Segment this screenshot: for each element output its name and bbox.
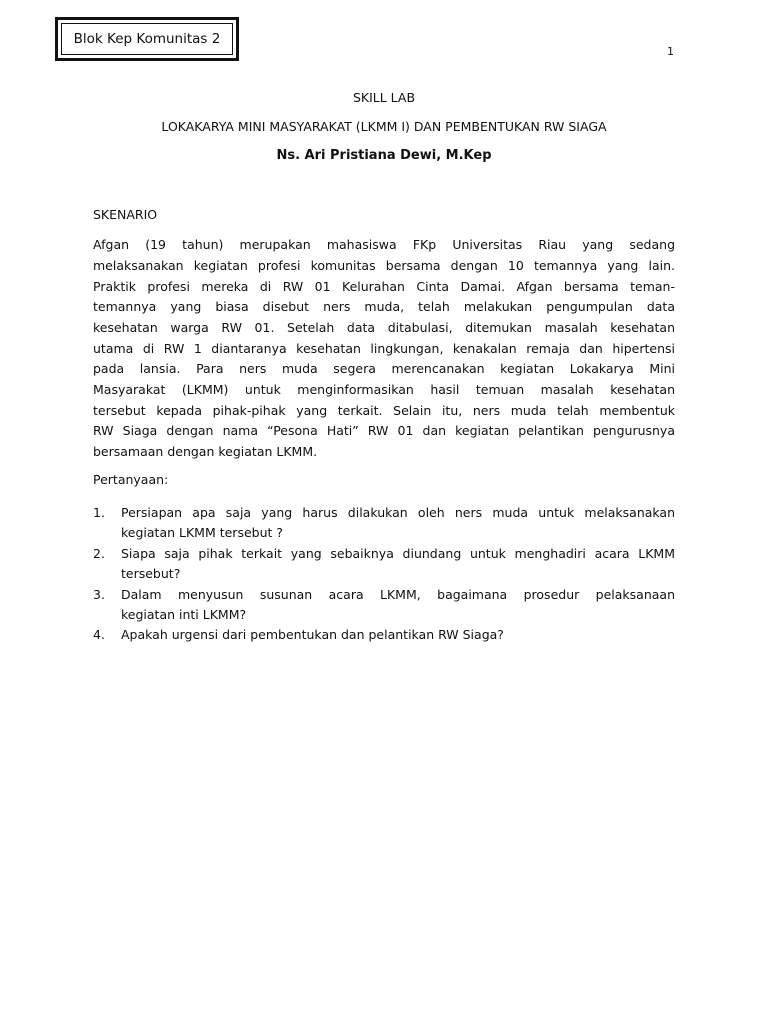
scenario-heading: SKENARIO <box>93 207 158 222</box>
question-line: Apakah urgensi dari pembentukan dan pelantikan RW Siaga? <box>121 627 504 642</box>
question-line: Siapa saja pihak terkait yang sebaiknya diundang untuk menghadiri acara LKMM <box>121 546 675 561</box>
scenario-line: kesehatan warga RW 01. Setelah data ditabulasi, ditemukan masalah kesehatan <box>93 320 675 335</box>
scenario-line: utama di RW 1 diantaranya kesehatan lingkungan, kenakalan remaja dan hipertensi <box>93 341 675 356</box>
questions-label: Pertanyaan: <box>93 472 169 487</box>
scenario-line: Afgan (19 tahun) merupakan mahasiswa FKp Universitas Riau yang sedang <box>93 237 675 252</box>
question-number: 1. <box>93 505 105 520</box>
question-line: kegiatan LKMM tersebut ? <box>121 525 284 540</box>
question-line: tersebut? <box>121 566 181 581</box>
question-line: kegiatan inti LKMM? <box>121 607 247 622</box>
scenario-line: Praktik profesi mereka di RW 01 Kelurahan Cinta Damai. Afgan bersama teman- <box>93 279 675 294</box>
question-number: 2. <box>93 546 105 561</box>
scenario-line: RW Siaga dengan nama “Pesona Hati” RW 01 dan kegiatan pelantikan pengurusnya <box>93 423 675 438</box>
course-label-box <box>55 17 239 61</box>
scenario-line: temannya yang biasa disebut ners muda, telah melakukan pengumpulan data <box>93 299 675 314</box>
document-title: SKILL LAB <box>352 90 416 105</box>
question-number: 3. <box>93 587 105 602</box>
course-label: Blok Kep Komunitas 2 <box>61 23 233 55</box>
scenario-line: pada lansia. Para ners muda segera merencanakan kegiatan Lokakarya Mini <box>93 361 675 376</box>
scenario-line: tersebut kepada pihak-pihak yang terkait. Selain itu, ners muda telah membentuk <box>93 403 675 418</box>
document-subtitle: LOKAKARYA MINI MASYARAKAT (LKMM I) DAN PEMBENTUKAN RW SIAGA <box>161 119 607 134</box>
page-number: 1 <box>667 45 674 58</box>
document-author: Ns. Ari Pristiana Dewi, M.Kep <box>276 148 492 163</box>
scenario-line: melaksanakan kegiatan profesi komunitas bersama dengan 10 temannya yang lain. <box>93 258 675 273</box>
question-number: 4. <box>93 627 105 642</box>
scenario-line: Masyarakat (LKMM) untuk menginformasikan hasil temuan masalah kesehatan <box>93 382 675 397</box>
scenario-line: bersamaan dengan kegiatan LKMM. <box>93 444 318 459</box>
question-line: Persiapan apa saja yang harus dilakukan oleh ners muda untuk melaksanakan <box>121 505 675 520</box>
question-line: Dalam menyusun susunan acara LKMM, bagaimana prosedur pelaksanaan <box>121 587 675 602</box>
